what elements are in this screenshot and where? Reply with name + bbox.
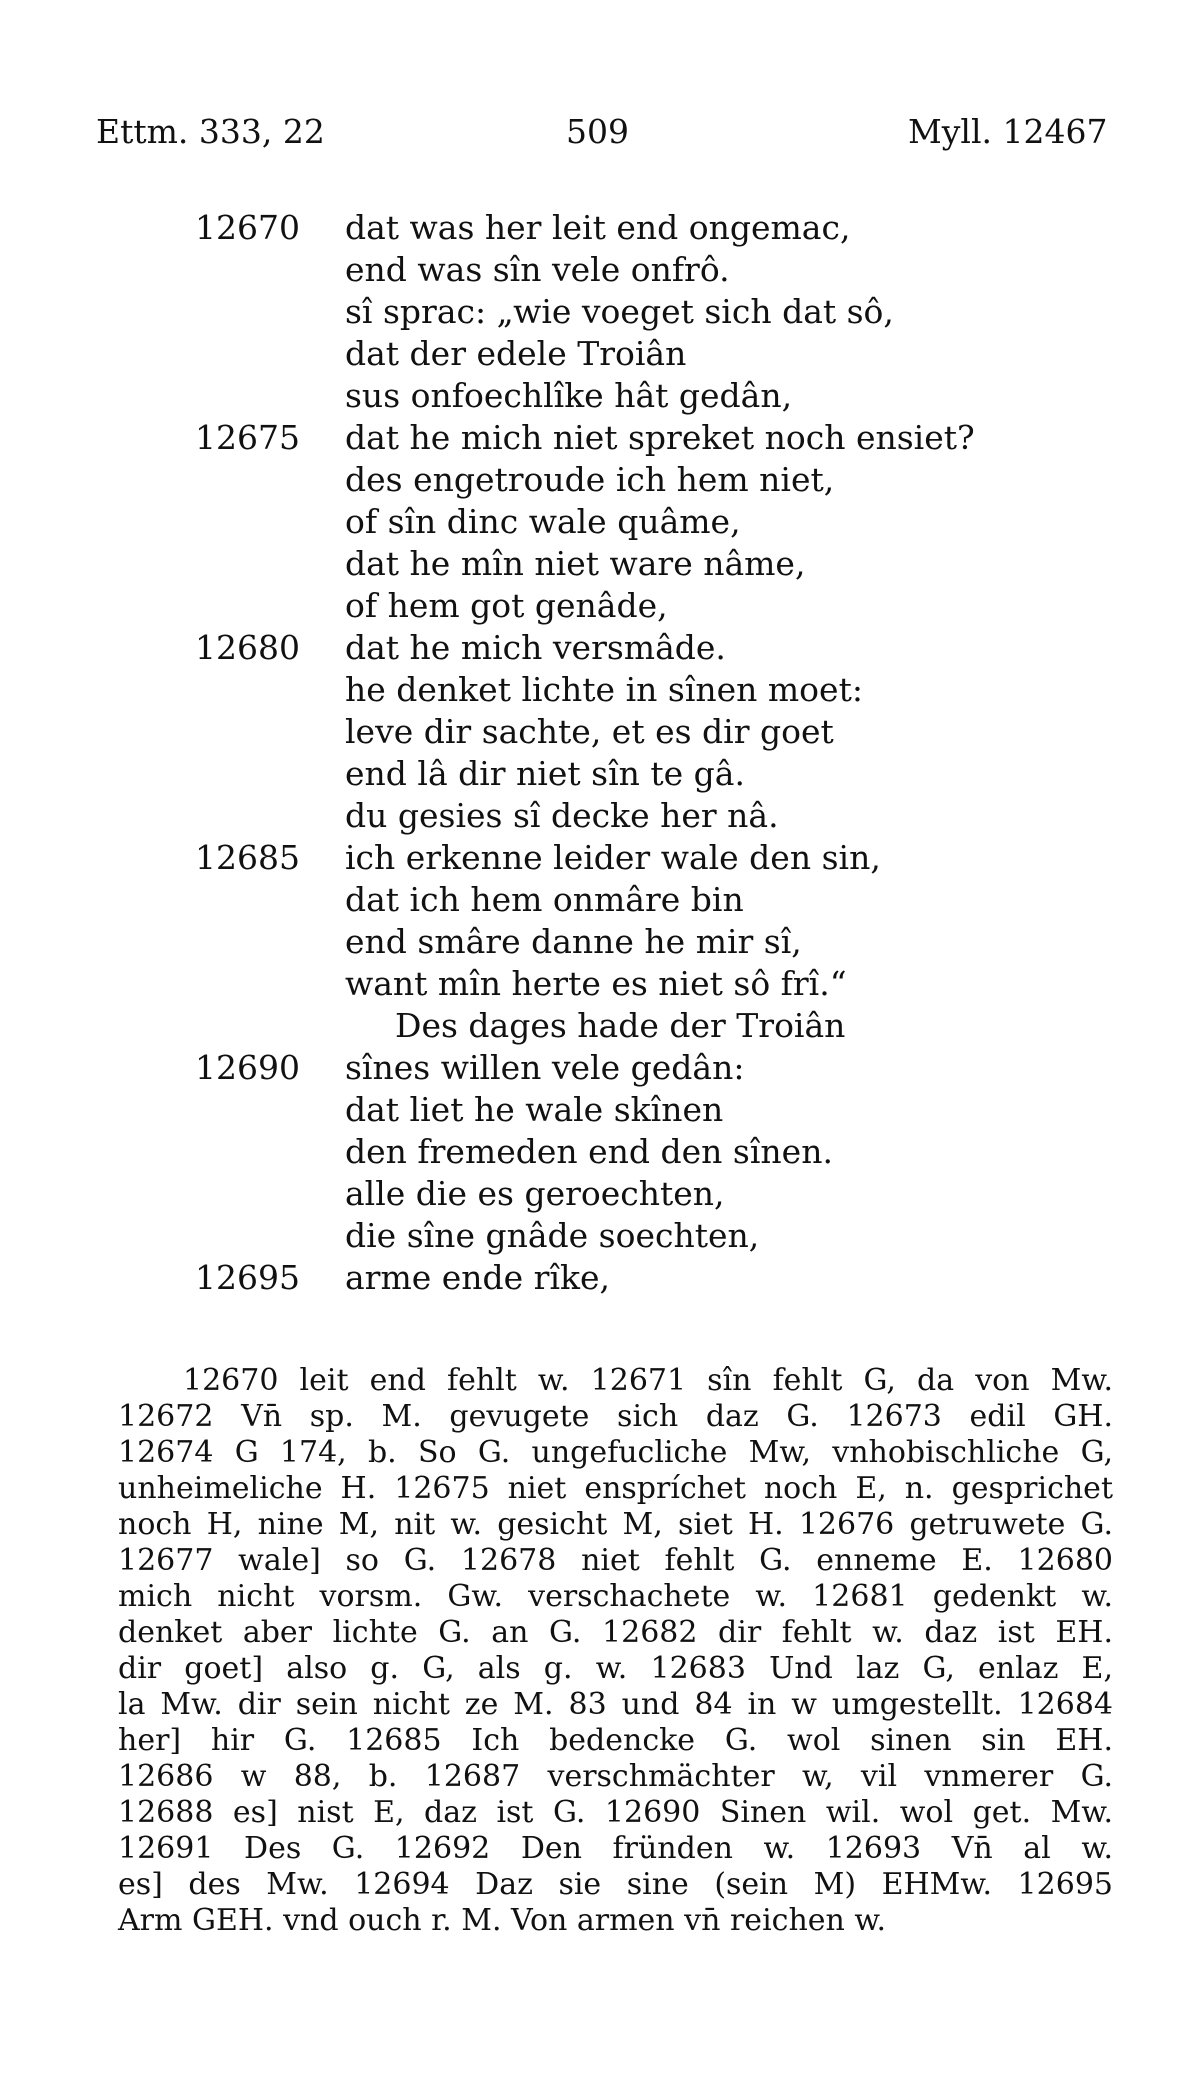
verse-line xyxy=(0,585,1200,627)
verse-text: alle die es geroechten, xyxy=(345,1174,725,1213)
verse-line xyxy=(0,501,1200,543)
verse-line xyxy=(0,459,1200,501)
verse-line xyxy=(0,417,1200,459)
running-header-left: Ettm. 333, 22 xyxy=(96,112,325,151)
verse-line xyxy=(0,1173,1200,1215)
apparatus-line: 12670 leit end fehlt w. 12671 sîn fehlt G, da von Mw. xyxy=(183,1363,1113,1398)
verse-text: he denket lichte in sînen moet: xyxy=(345,670,863,709)
verse-text: sînes willen vele gedân: xyxy=(345,1048,745,1087)
verse-line xyxy=(0,795,1200,837)
verse-line xyxy=(0,1005,1200,1047)
verse-text: end smâre danne he mir sî, xyxy=(345,922,802,961)
verse-text: end was sîn vele onfrô. xyxy=(345,250,730,289)
verse-line xyxy=(0,375,1200,417)
verse-line xyxy=(0,1047,1200,1089)
verse-line xyxy=(0,1257,1200,1299)
verse-text: dat der edele Troiân xyxy=(345,334,687,373)
verse-text: dat he mich versmâde. xyxy=(345,628,726,667)
verse-line xyxy=(0,207,1200,249)
apparatus-line: 12691 Des G. 12692 Den fründen w. 12693 Vn̄ al w. xyxy=(118,1831,1113,1866)
apparatus-line: mich nicht vorsm. Gw. verschachete w. 12681 gedenkt w. xyxy=(118,1579,1113,1614)
verse-text: sus onfoechlîke hât gedân, xyxy=(345,376,793,415)
verse-line xyxy=(0,291,1200,333)
verse-number: 12675 xyxy=(195,418,300,457)
verse-line xyxy=(0,711,1200,753)
verse-number: 12685 xyxy=(195,838,300,877)
verse-line xyxy=(0,249,1200,291)
verse-line xyxy=(0,921,1200,963)
running-header-right: Myll. 12467 xyxy=(908,112,1108,151)
apparatus-line: denket aber lichte G. an G. 12682 dir fehlt w. daz ist EH. xyxy=(118,1615,1113,1650)
apparatus-line: 12688 es] nist E, daz ist G. 12690 Sinen wil. wol get. Mw. xyxy=(118,1795,1113,1830)
verse-text: want mîn herte es niet sô frî.“ xyxy=(345,964,847,1003)
verse-line xyxy=(0,333,1200,375)
verse-text: ich erkenne leider wale den sin, xyxy=(345,838,881,877)
verse-number: 12680 xyxy=(195,628,300,667)
verse-line xyxy=(0,669,1200,711)
apparatus-line: noch H, nine M, nit w. gesicht M, siet H. 12676 getruwete G. xyxy=(118,1507,1113,1542)
verse-line xyxy=(0,543,1200,585)
verse-text: sî sprac: „wie voeget sich dat sô, xyxy=(345,292,894,331)
page-number: 509 xyxy=(566,112,629,151)
verse-line xyxy=(0,837,1200,879)
verse-text: leve dir sachte, et es dir goet xyxy=(345,712,834,751)
verse-text: dat was her leit end ongemac, xyxy=(345,208,851,247)
verse-line xyxy=(0,1131,1200,1173)
verse-line xyxy=(0,1215,1200,1257)
verse-number: 12670 xyxy=(195,208,300,247)
verse-text: den fremeden end den sînen. xyxy=(345,1132,833,1171)
verse-block xyxy=(0,207,1200,1299)
apparatus-line: la Mw. dir sein nicht ze M. 83 und 84 in w umgestellt. 12684 xyxy=(118,1687,1113,1722)
apparatus-line: 12686 w 88, b. 12687 verschmächter w, vil vnmerer G. xyxy=(118,1759,1113,1794)
apparatus-line: dir goet] also g. G, als g. w. 12683 Und laz G, enlaz E, xyxy=(118,1651,1113,1686)
verse-line xyxy=(0,963,1200,1005)
verse-text: arme ende rîke, xyxy=(345,1258,611,1297)
apparatus-line: her] hir G. 12685 Ich bedencke G. wol sinen sin EH. xyxy=(118,1723,1113,1758)
apparatus-line: 12674 G 174, b. So G. ungefucliche Mw, vnhobischliche G, xyxy=(118,1435,1113,1470)
apparatus-line: 12672 Vn̄ sp. M. gevugete sich daz G. 12673 edil GH. xyxy=(118,1399,1113,1434)
apparatus-line: Arm GEH. vnd ouch r. M. Von armen vn̄ reichen w. xyxy=(118,1903,887,1938)
verse-text: dat ich hem onmâre bin xyxy=(345,880,744,919)
verse-line xyxy=(0,1089,1200,1131)
verse-text: end lâ dir niet sîn te gâ. xyxy=(345,754,745,793)
verse-number: 12690 xyxy=(195,1048,300,1087)
verse-text: dat he mich niet spreket noch ensiet? xyxy=(345,418,975,457)
verse-text: du gesies sî decke her nâ. xyxy=(345,796,779,835)
verse-line xyxy=(0,627,1200,669)
verse-line xyxy=(0,879,1200,921)
verse-text: of sîn dinc wale quâme, xyxy=(345,502,741,541)
apparatus-line: 12677 wale] so G. 12678 niet fehlt G. enneme E. 12680 xyxy=(118,1543,1113,1578)
verse-line xyxy=(0,753,1200,795)
verse-number: 12695 xyxy=(195,1258,300,1297)
verse-text: dat liet he wale skînen xyxy=(345,1090,724,1129)
apparatus-line: es] des Mw. 12694 Daz sie sine (sein M) EHMw. 12695 xyxy=(118,1867,1113,1902)
verse-text: Des dages hade der Troiân xyxy=(395,1006,846,1045)
critical-apparatus xyxy=(118,1363,1113,1939)
verse-text: die sîne gnâde soechten, xyxy=(345,1216,760,1255)
verse-text: des engetroude ich hem niet, xyxy=(345,460,835,499)
verse-text: of hem got genâde, xyxy=(345,586,668,625)
verse-text: dat he mîn niet ware nâme, xyxy=(345,544,806,583)
apparatus-line: unheimeliche H. 12675 niet enspríchet noch E, n. gesprichet xyxy=(118,1471,1113,1506)
